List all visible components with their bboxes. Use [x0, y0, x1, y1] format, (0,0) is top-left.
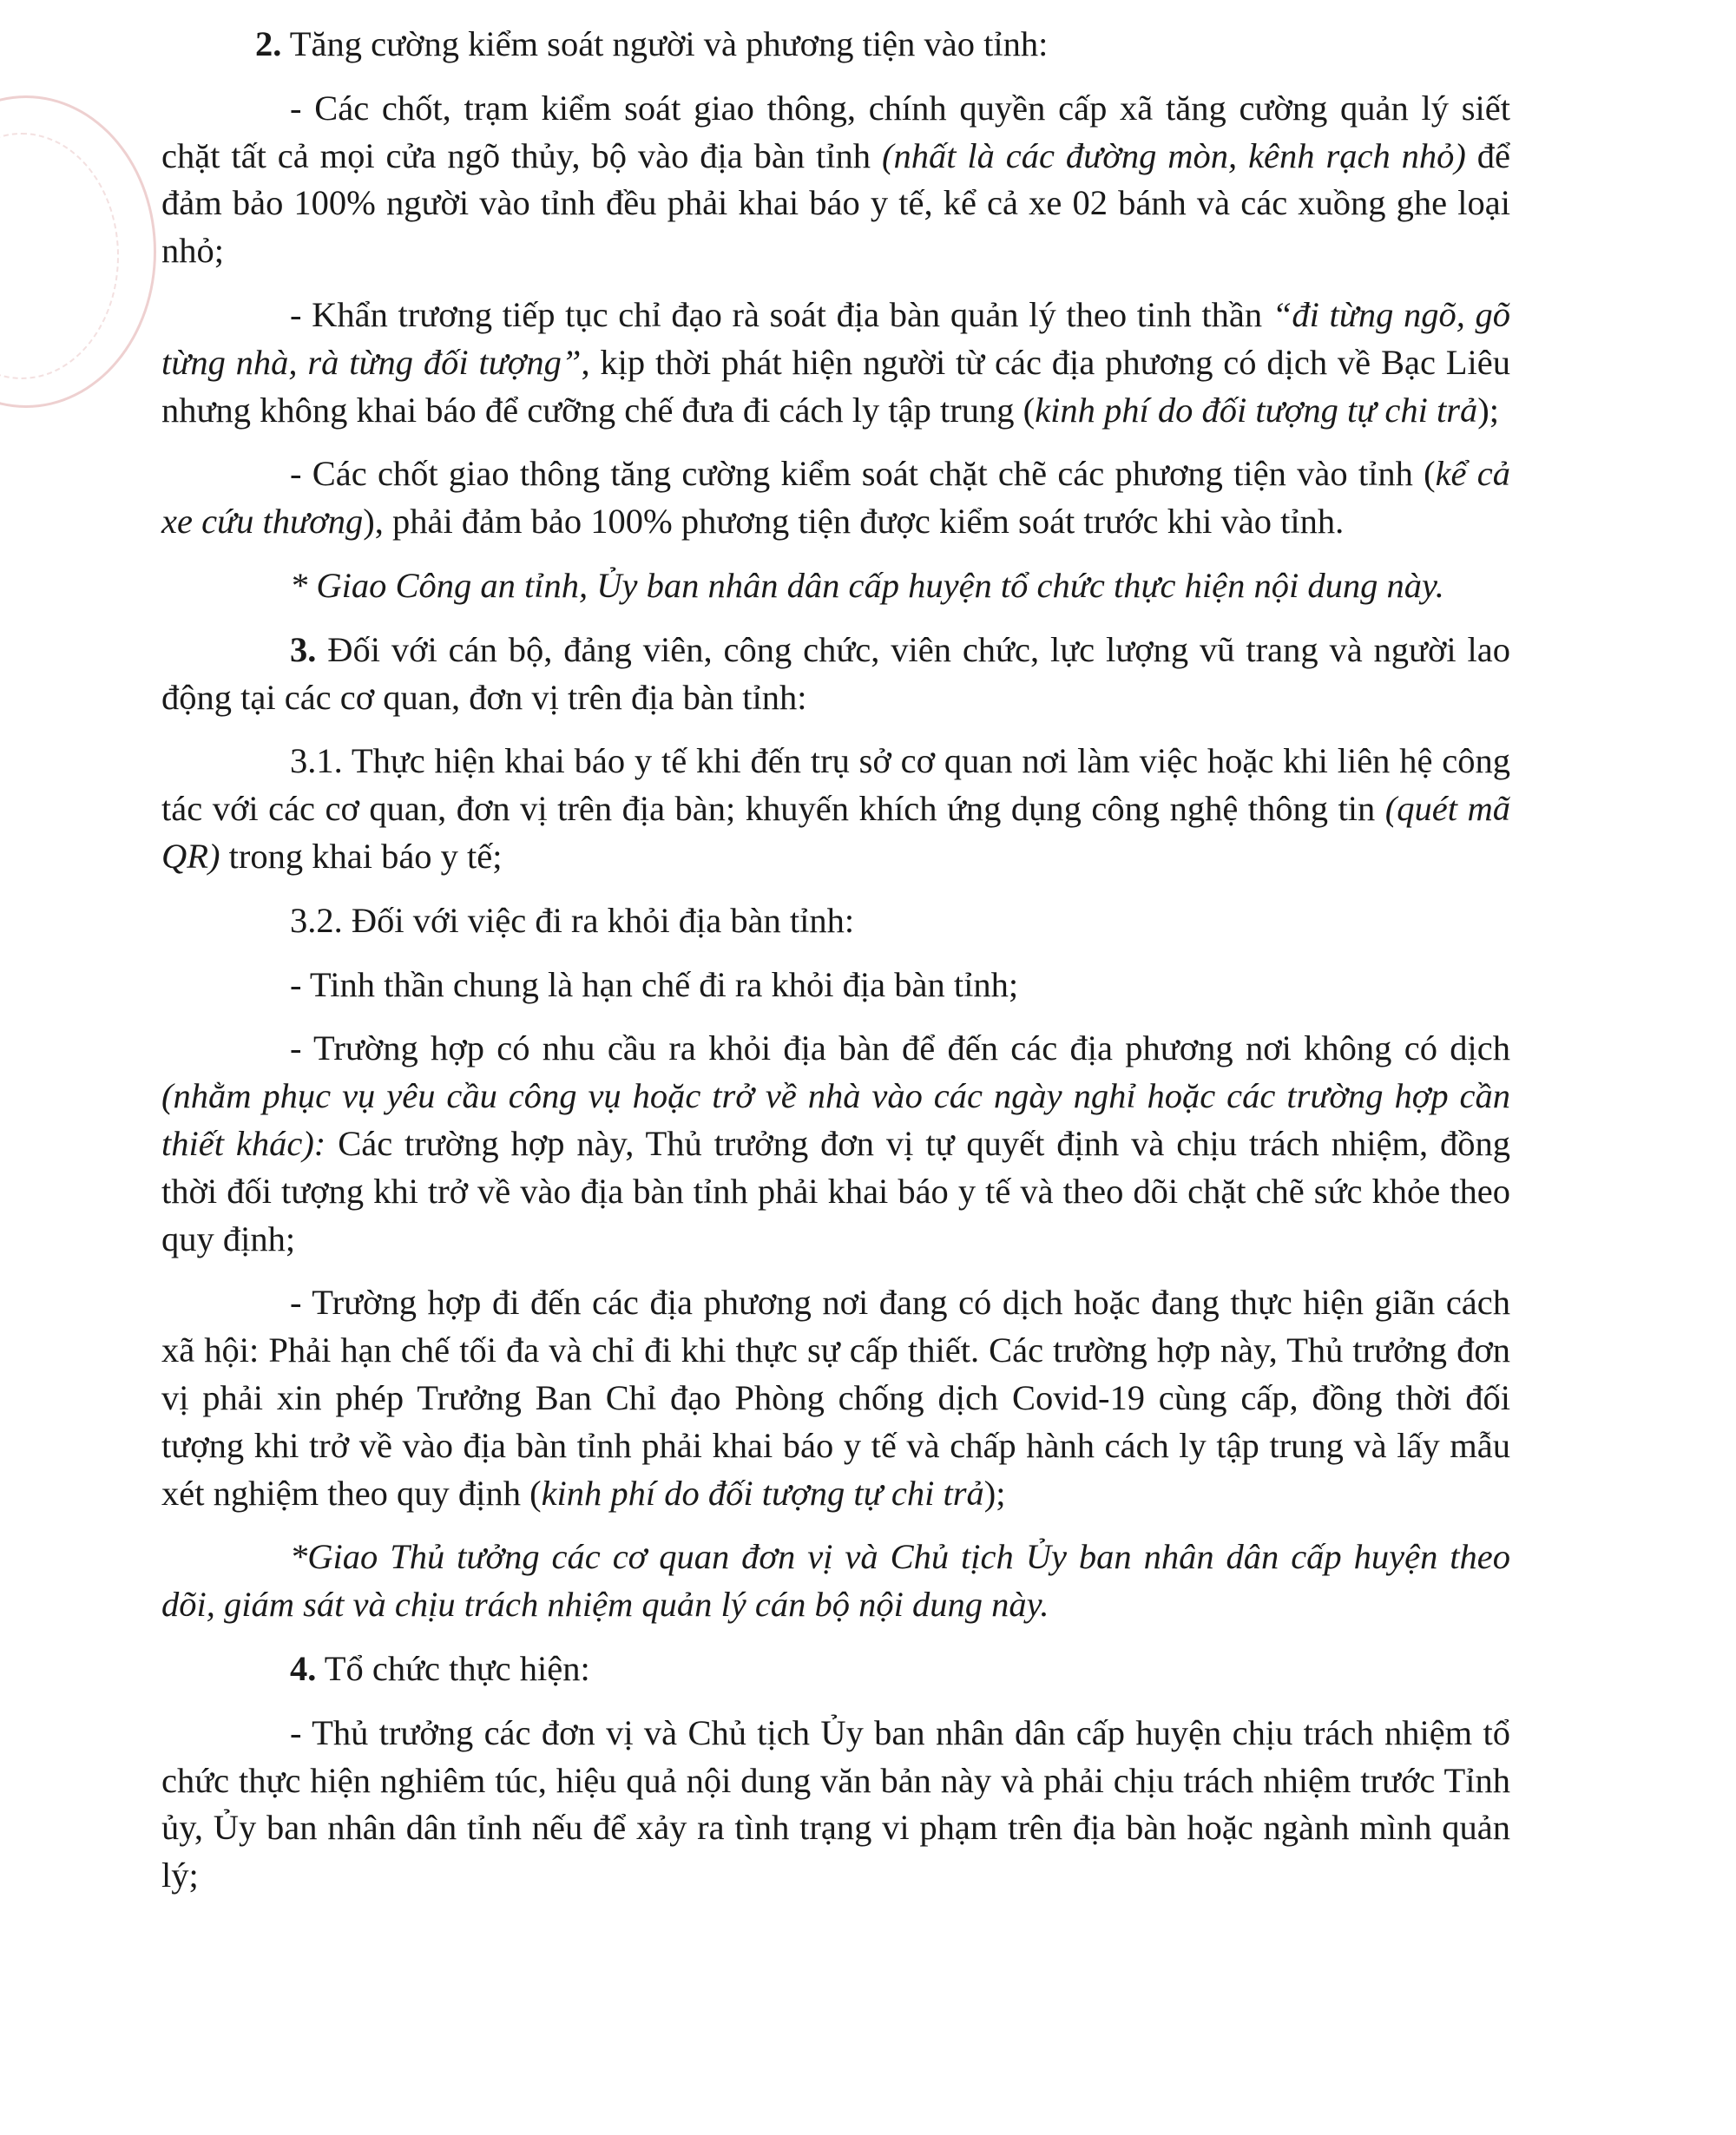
text-run: (quét mã QR) — [161, 789, 1510, 876]
text-run: (nhằm phục vụ yêu cầu công vụ hoặc trở về nhà vào các ngày nghỉ hoặc các trường hợp cần thiết khác): — [161, 1076, 1510, 1163]
text-run: Đối với cán bộ, đảng viên, công chức, viên chức, lực lượng vũ trang và người lao động tại các cơ quan, đơn vị trên địa bàn tỉnh: — [161, 629, 1510, 717]
text-run: - Các chốt giao thông tăng cường kiểm soát chặt chẽ các phương tiện vào tỉnh ( — [290, 454, 1436, 494]
text-run: *Giao Thủ tưởng các cơ quan đơn vị và Chủ tịch Ủy ban nhân dân cấp huyện theo dõi, giám sát và chịu trách nhiệm quản lý cán bộ nội dung này. — [161, 1537, 1510, 1625]
section-2-item-1 — [161, 85, 1510, 275]
text-run: - Tinh thần chung là hạn chế đi ra khỏi địa bàn tỉnh; — [290, 964, 1019, 1004]
text-run: kể cả xe cứu thương — [161, 454, 1510, 542]
text-run: 3.2. Đối với việc đi ra khỏi địa bàn tỉnh: — [290, 900, 855, 940]
text-run: ); — [983, 1473, 1006, 1513]
text-run: - Thủ trưởng các đơn vị và Chủ tịch Ủy ban nhân dân cấp huyện chịu trách nhiệm tổ chức thực hiện nghiêm túc, hiệu quả nội dung văn bản này và phải chịu trách nhiệm trước Tỉnh ủy, Ủy ban nhân dân tỉnh nếu để xảy ra tình trạng vi phạm trên địa bàn hoặc ngành mình quản lý; — [161, 1712, 1510, 1895]
section-3-heading — [161, 627, 1510, 722]
text-run: - Khẩn trương tiếp tục chỉ đạo rà soát địa bàn quản lý theo tinh thần — [290, 294, 1272, 334]
text-run: Tổ chức thực hiện: — [316, 1648, 590, 1688]
text-run: ); — [1477, 390, 1500, 430]
document-body — [161, 21, 1510, 1916]
section-3-1 — [161, 738, 1510, 880]
section-3-2-item-1 — [161, 962, 1510, 1009]
text-run: kinh phí do đối tượng tự chi trả — [1035, 390, 1478, 430]
text-run: 4. — [290, 1648, 317, 1688]
text-run: - Trường hợp đi đến các địa phương nơi đang có dịch hoặc đang thực hiện giãn cách xã hội: Phải hạn chế tối đa và chỉ đi khi thực sự cấp thiết. Các trường hợp này, Thủ trưởng đơn vị phải xin phép Trưởng Ban Chỉ đạo Phòng chống dịch Covid-19 cùng cấp, đồng thời đối tượng khi trở về vào địa bàn tỉnh phải khai báo y tế và chấp hành cách ly tập trung và lấy mẫu xét nghiệm theo quy định ( — [161, 1283, 1510, 1513]
text-run: Các trường hợp này, Thủ trưởng đơn vị tự quyết định và chịu trách nhiệm, đồng thời đối tượng khi trở về vào địa bàn tỉnh phải khai báo y tế và theo dõi chặt chẽ sức khỏe theo quy định; — [161, 1123, 1510, 1258]
section-3-2-heading — [161, 897, 1510, 945]
text-run: trong khai báo y tế; — [220, 836, 503, 876]
section-4-heading — [161, 1646, 1510, 1693]
text-run: , kịp thời phát hiện người từ các địa phương có dịch về Bạc Liêu nhưng không khai báo để cưỡng chế đưa đi cách ly tập trung ( — [161, 342, 1510, 430]
text-run: - Trường hợp có nhu cầu ra khỏi địa bàn để đến các địa phương nơi không có dịch — [290, 1028, 1510, 1068]
text-run: Tăng cường kiểm soát người và phương tiện vào tỉnh: — [281, 24, 1049, 63]
text-run: ), phải đảm bảo 100% phương tiện được kiểm soát trước khi vào tỉnh. — [363, 502, 1345, 542]
text-run: - Các chốt, trạm kiểm soát giao thông, chính quyền cấp xã tăng cường quản lý siết chặt tất cả mọi cửa ngõ thủy, bộ vào địa bàn tỉnh — [161, 88, 1510, 175]
section-4-item-1 — [161, 1710, 1510, 1900]
text-run: “đi từng ngõ, gõ từng nhà, rà từng đối tượng” — [161, 294, 1511, 382]
section-3-2-item-2 — [161, 1025, 1510, 1263]
section-3-2-item-3 — [161, 1279, 1510, 1517]
section-2-item-2 — [161, 292, 1510, 434]
text-run: để đảm bảo 100% người vào tỉnh đều phải khai báo y tế, kể cả xe 02 bánh và các xuồng ghe loại nhỏ; — [161, 135, 1510, 271]
text-run: 3. — [290, 629, 317, 669]
section-2-heading — [161, 21, 1510, 69]
section-3-assignment — [161, 1534, 1510, 1629]
text-run: * Giao Công an tỉnh, Ủy ban nhân dân cấp huyện tổ chức thực hiện nội dung này. — [290, 565, 1444, 605]
section-2-item-3 — [161, 450, 1510, 546]
text-run: (nhất là các đường mòn, kênh rạch nhỏ) — [881, 135, 1466, 175]
red-stamp-mark — [0, 95, 156, 408]
section-2-assignment — [161, 562, 1510, 610]
text-run: 3.1. Thực hiện khai báo y tế khi đến trụ sở cơ quan nơi làm việc hoặc khi liên hệ công tác với các cơ quan, đơn vị trên địa bàn; khuyến khích ứng dụng công nghệ thông tin — [161, 741, 1510, 829]
text-run: 2. — [255, 24, 282, 63]
text-run: kinh phí do đối tượng tự chi trả — [541, 1473, 984, 1513]
